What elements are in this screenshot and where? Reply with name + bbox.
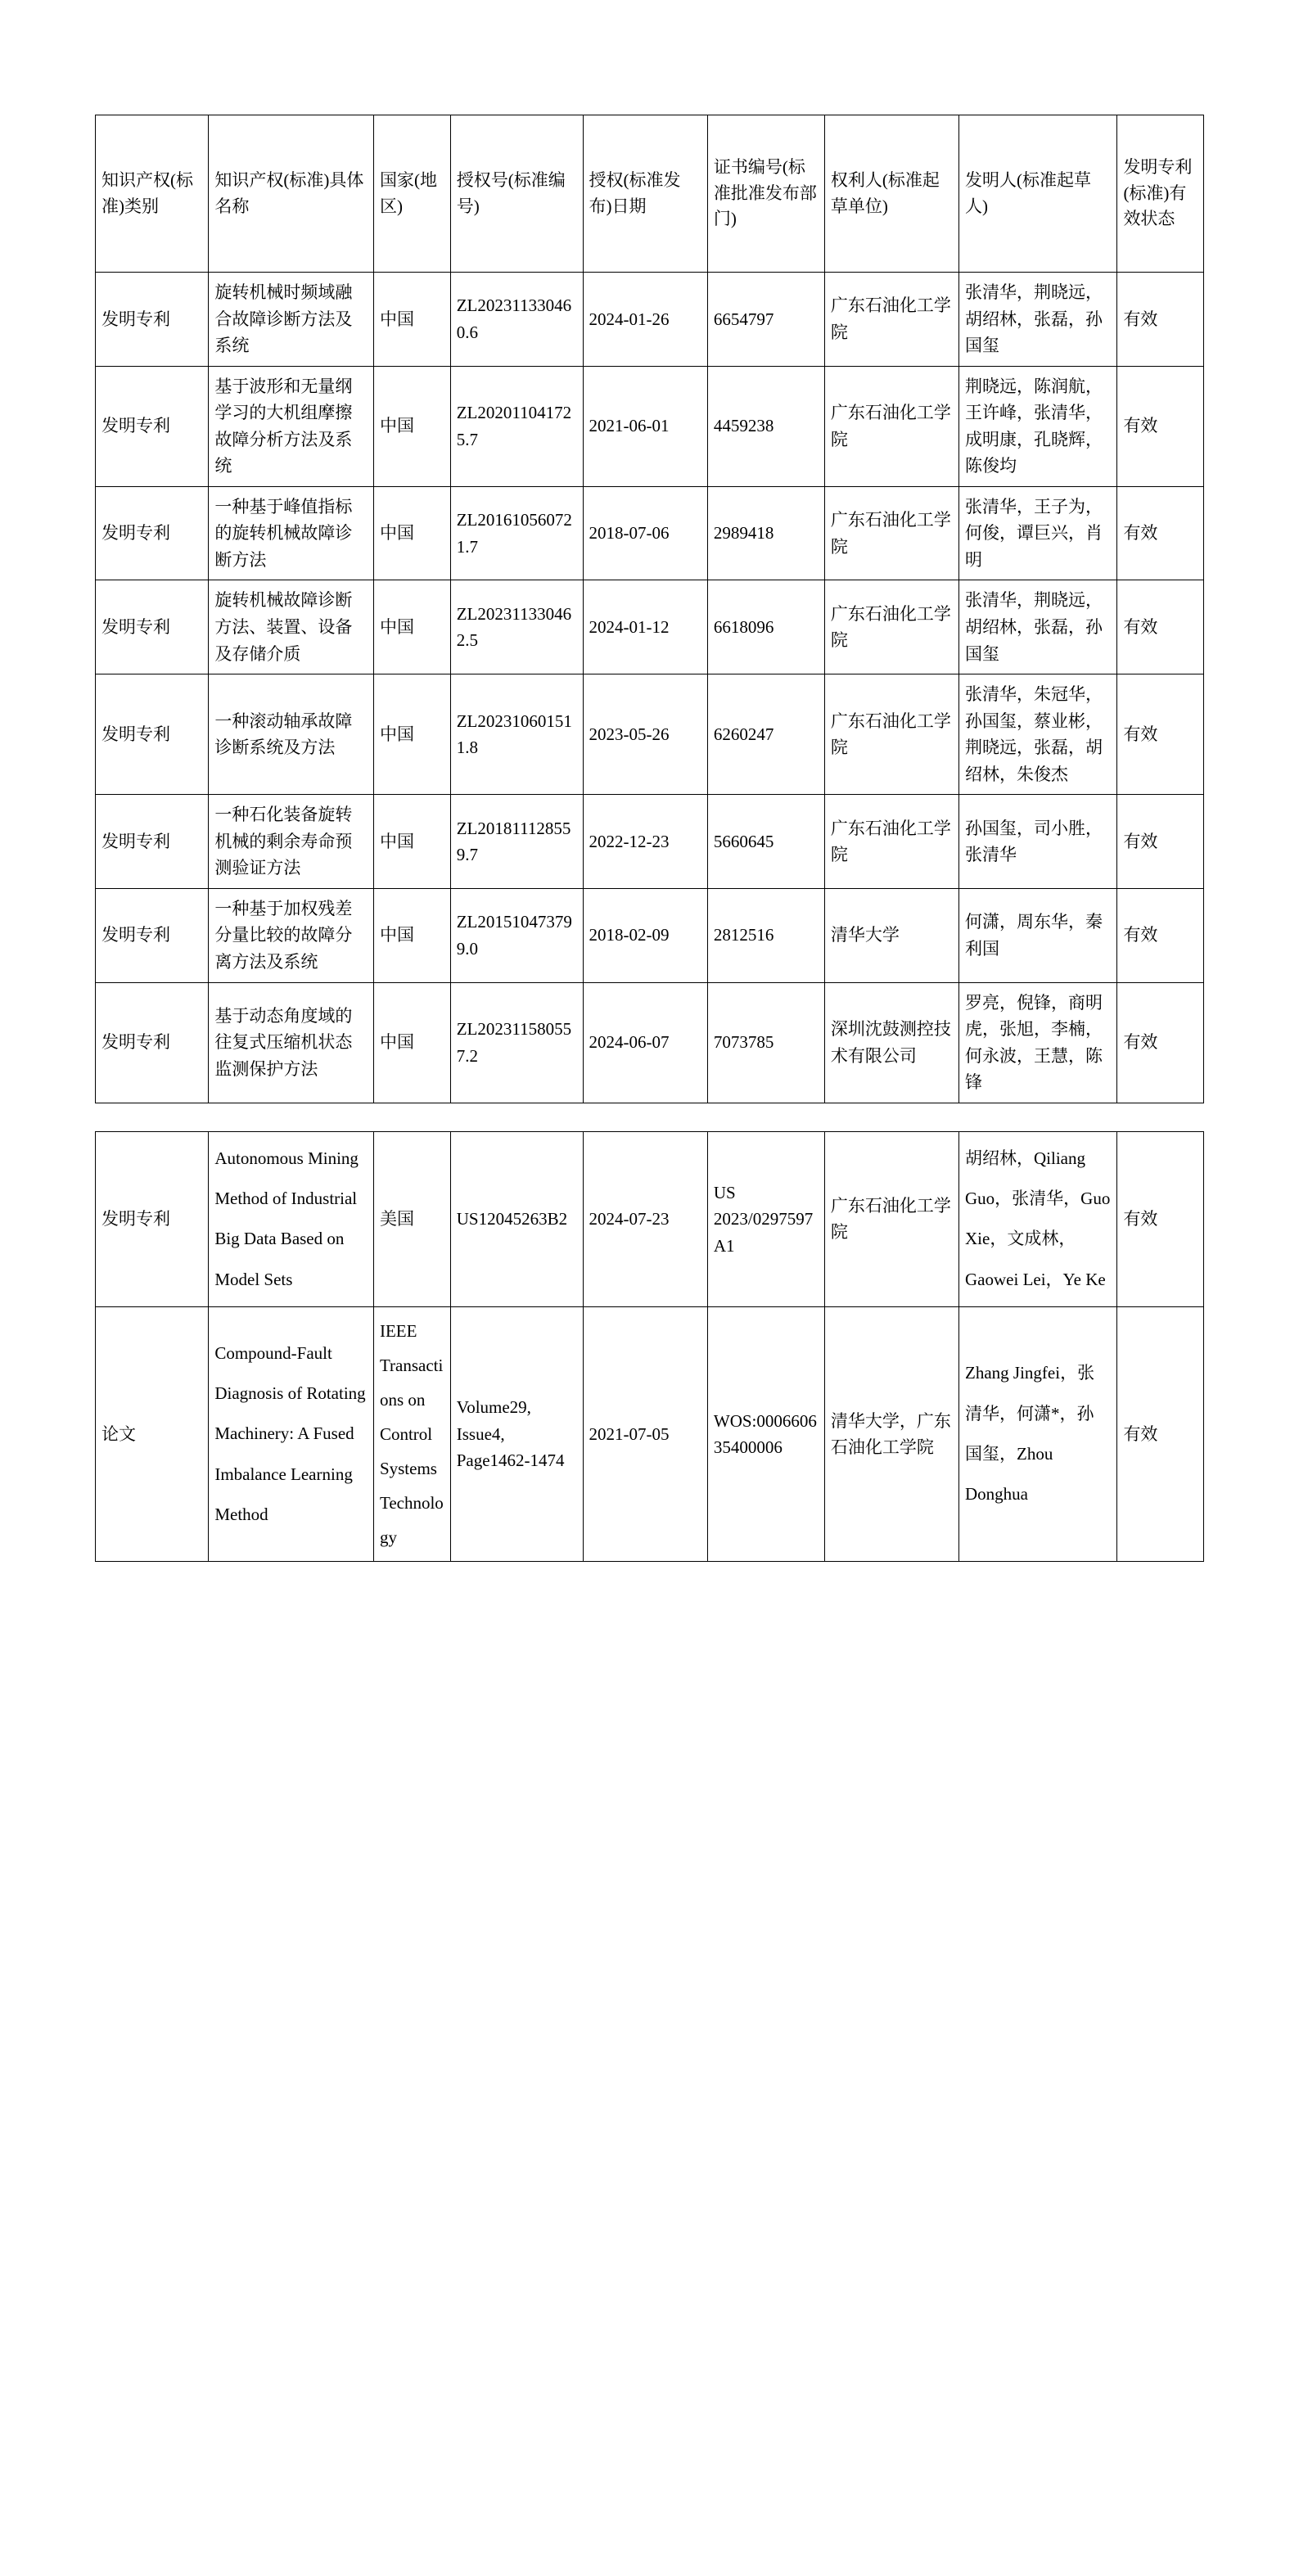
header-row bbox=[96, 115, 1204, 273]
cell-name: 旋转机械时频域融合故障诊断方法及系统 bbox=[209, 273, 374, 367]
table-row bbox=[96, 273, 1204, 367]
cell-status: 有效 bbox=[1117, 273, 1204, 367]
table-row bbox=[96, 366, 1204, 486]
cell-country: IEEE Transactions on Control Systems Technology bbox=[373, 1307, 450, 1562]
cell-inventors: 胡绍林，Qiliang Guo，张清华，Guo Xie，文成林，Gaowei Lei，Ye Ke bbox=[959, 1131, 1117, 1306]
cell-inventors: 张清华，荆晓远，胡绍林，张磊，孙国玺 bbox=[959, 273, 1117, 367]
cell-owner: 清华大学，广东石油化工学院 bbox=[824, 1307, 958, 1562]
cell-category: 发明专利 bbox=[96, 366, 209, 486]
cell-inventors: 张清华，荆晓远，胡绍林，张磊，孙国玺 bbox=[959, 580, 1117, 674]
cell-date: 2022-12-23 bbox=[583, 795, 707, 889]
cell-certificate: 2989418 bbox=[707, 486, 824, 580]
header-cell-date: 授权(标准发布)日期 bbox=[583, 115, 707, 273]
cell-name: Compound-Fault Diagnosis of Rotating Machinery: A Fused Imbalance Learning Method bbox=[209, 1307, 374, 1562]
cell-name: 一种石化装备旋转机械的剩余寿命预测验证方法 bbox=[209, 795, 374, 889]
intellectual-property-table bbox=[95, 115, 1204, 1103]
cell-status: 有效 bbox=[1117, 580, 1204, 674]
table-row bbox=[96, 486, 1204, 580]
cell-status: 有效 bbox=[1117, 795, 1204, 889]
cell-category: 发明专利 bbox=[96, 888, 209, 982]
cell-number: ZL202311580557.2 bbox=[450, 982, 583, 1103]
cell-category: 发明专利 bbox=[96, 1131, 209, 1306]
cell-owner: 广东石油化工学院 bbox=[824, 273, 958, 367]
cell-owner: 广东石油化工学院 bbox=[824, 580, 958, 674]
table-body-group1 bbox=[96, 273, 1204, 1103]
cell-certificate: 5660645 bbox=[707, 795, 824, 889]
cell-status: 有效 bbox=[1117, 888, 1204, 982]
cell-date: 2021-07-05 bbox=[583, 1307, 707, 1562]
cell-certificate: 6260247 bbox=[707, 674, 824, 795]
cell-certificate: 6618096 bbox=[707, 580, 824, 674]
table-row bbox=[96, 674, 1204, 795]
cell-number: ZL201610560721.7 bbox=[450, 486, 583, 580]
cell-owner: 广东石油化工学院 bbox=[824, 1131, 958, 1306]
cell-category: 发明专利 bbox=[96, 580, 209, 674]
cell-country: 美国 bbox=[373, 1131, 450, 1306]
cell-owner: 广东石油化工学院 bbox=[824, 674, 958, 795]
cell-category: 发明专利 bbox=[96, 795, 209, 889]
cell-inventors: 张清华，王子为，何俊，谭巨兴，肖明 bbox=[959, 486, 1117, 580]
cell-number: ZL202310601511.8 bbox=[450, 674, 583, 795]
cell-country: 中国 bbox=[373, 795, 450, 889]
cell-number: ZL202011041725.7 bbox=[450, 366, 583, 486]
cell-number: US12045263B2 bbox=[450, 1131, 583, 1306]
table-gap bbox=[95, 1103, 1204, 1131]
cell-owner: 广东石油化工学院 bbox=[824, 366, 958, 486]
cell-number: ZL202311330460.6 bbox=[450, 273, 583, 367]
cell-status: 有效 bbox=[1117, 674, 1204, 795]
cell-date: 2024-06-07 bbox=[583, 982, 707, 1103]
table-row bbox=[96, 888, 1204, 982]
cell-certificate: 7073785 bbox=[707, 982, 824, 1103]
table-row bbox=[96, 580, 1204, 674]
cell-category: 发明专利 bbox=[96, 486, 209, 580]
cell-name: 一种基于峰值指标的旋转机械故障诊断方法 bbox=[209, 486, 374, 580]
table-header bbox=[96, 115, 1204, 273]
table-row bbox=[96, 795, 1204, 889]
intellectual-property-table-continued bbox=[95, 1131, 1204, 1562]
cell-status: 有效 bbox=[1117, 366, 1204, 486]
cell-date: 2024-01-26 bbox=[583, 273, 707, 367]
cell-name: 基于动态角度域的往复式压缩机状态监测保护方法 bbox=[209, 982, 374, 1103]
cell-category: 发明专利 bbox=[96, 273, 209, 367]
cell-inventors: 孙国玺，司小胜，张清华 bbox=[959, 795, 1117, 889]
cell-certificate: 2812516 bbox=[707, 888, 824, 982]
cell-category: 发明专利 bbox=[96, 674, 209, 795]
cell-status: 有效 bbox=[1117, 982, 1204, 1103]
cell-status: 有效 bbox=[1117, 1131, 1204, 1306]
cell-name: 旋转机械故障诊断方法、装置、设备及存储介质 bbox=[209, 580, 374, 674]
cell-certificate: US 2023/0297597 A1 bbox=[707, 1131, 824, 1306]
header-cell-inventors: 发明人(标准起草人) bbox=[959, 115, 1117, 273]
cell-date: 2024-07-23 bbox=[583, 1131, 707, 1306]
cell-status: 有效 bbox=[1117, 1307, 1204, 1562]
table-row bbox=[96, 1131, 1204, 1306]
cell-number: ZL201811128559.7 bbox=[450, 795, 583, 889]
cell-date: 2018-02-09 bbox=[583, 888, 707, 982]
header-cell-owner: 权利人(标准起草单位) bbox=[824, 115, 958, 273]
cell-inventors: 何潇，周东华，秦利国 bbox=[959, 888, 1117, 982]
cell-country: 中国 bbox=[373, 982, 450, 1103]
cell-number: ZL202311330462.5 bbox=[450, 580, 583, 674]
cell-category: 发明专利 bbox=[96, 982, 209, 1103]
cell-certificate: 6654797 bbox=[707, 273, 824, 367]
cell-date: 2023-05-26 bbox=[583, 674, 707, 795]
cell-date: 2024-01-12 bbox=[583, 580, 707, 674]
cell-date: 2021-06-01 bbox=[583, 366, 707, 486]
cell-category: 论文 bbox=[96, 1307, 209, 1562]
cell-name: Autonomous Mining Method of Industrial Big Data Based on Model Sets bbox=[209, 1131, 374, 1306]
cell-owner: 清华大学 bbox=[824, 888, 958, 982]
cell-inventors: 罗亮，倪锋，商明虎，张旭，李楠，何永波，王慧，陈锋 bbox=[959, 982, 1117, 1103]
cell-country: 中国 bbox=[373, 486, 450, 580]
cell-inventors: Zhang Jingfei，张清华，何潇*，孙国玺，Zhou Donghua bbox=[959, 1307, 1117, 1562]
cell-certificate: 4459238 bbox=[707, 366, 824, 486]
cell-country: 中国 bbox=[373, 580, 450, 674]
table-row bbox=[96, 1307, 1204, 1562]
table-body-group2 bbox=[96, 1131, 1204, 1561]
cell-number: ZL201510473799.0 bbox=[450, 888, 583, 982]
table-row bbox=[96, 982, 1204, 1103]
cell-name: 一种基于加权残差分量比较的故障分离方法及系统 bbox=[209, 888, 374, 982]
header-cell-status: 发明专利(标准)有效状态 bbox=[1117, 115, 1204, 273]
header-cell-category: 知识产权(标准)类别 bbox=[96, 115, 209, 273]
header-cell-certificate: 证书编号(标准批准发布部门) bbox=[707, 115, 824, 273]
cell-owner: 深圳沈鼓测控技术有限公司 bbox=[824, 982, 958, 1103]
cell-name: 一种滚动轴承故障诊断系统及方法 bbox=[209, 674, 374, 795]
cell-country: 中国 bbox=[373, 674, 450, 795]
cell-inventors: 荆晓远，陈润航，王许峰，张清华，成明康，孔晓辉，陈俊均 bbox=[959, 366, 1117, 486]
cell-status: 有效 bbox=[1117, 486, 1204, 580]
cell-name: 基于波形和无量纲学习的大机组摩擦故障分析方法及系统 bbox=[209, 366, 374, 486]
cell-country: 中国 bbox=[373, 273, 450, 367]
cell-owner: 广东石油化工学院 bbox=[824, 486, 958, 580]
cell-owner: 广东石油化工学院 bbox=[824, 795, 958, 889]
cell-inventors: 张清华，朱冠华，孙国玺，蔡业彬，荆晓远，张磊，胡绍林，朱俊杰 bbox=[959, 674, 1117, 795]
cell-country: 中国 bbox=[373, 366, 450, 486]
header-cell-number: 授权号(标准编号) bbox=[450, 115, 583, 273]
header-cell-name: 知识产权(标准)具体名称 bbox=[209, 115, 374, 273]
table-container bbox=[95, 115, 1204, 1562]
cell-number: Volume29, Issue4, Page1462-1474 bbox=[450, 1307, 583, 1562]
header-cell-country: 国家(地区) bbox=[373, 115, 450, 273]
cell-date: 2018-07-06 bbox=[583, 486, 707, 580]
cell-certificate: WOS:000660635400006 bbox=[707, 1307, 824, 1562]
cell-country: 中国 bbox=[373, 888, 450, 982]
